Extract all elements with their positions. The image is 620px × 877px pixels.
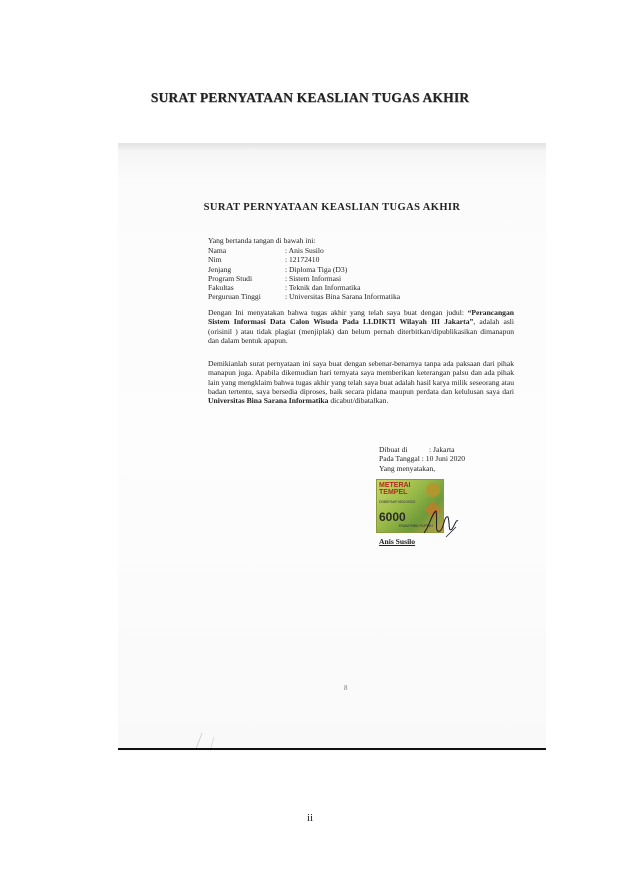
page-heading: SURAT PERNYATAAN KEASLIAN TUGAS AKHIR (150, 90, 470, 105)
scan-artifact (190, 713, 230, 753)
thesis-title: “Perancangan Sistem Informasi Data Calon Wisuda Pada LLDIKTI Wilayah III Jakarta” (208, 308, 514, 327)
place-label: Dibuat di (379, 445, 408, 454)
field-value: : Teknik dan Informatika (285, 283, 361, 293)
institution-name: Universitas Bina Sarana Informatika (208, 396, 329, 406)
field-value: : Anis Susilo (285, 246, 324, 255)
field-label: Jenjang (208, 264, 232, 274)
field-row (208, 255, 400, 264)
statement-paragraph (208, 308, 514, 345)
field-label: Program Studi (208, 273, 253, 283)
statement-text-end: , adalah asli (orisinil ) atau tidak plagiat (menjiplak) dan belum pernah diterbitkan/dipublikasikan dimanapun dan dalam bentuk apapun. (208, 317, 514, 345)
page-number: ii (306, 812, 314, 824)
field-label: Perguruan Tinggi (208, 292, 261, 302)
date-label: Pada Tanggal (379, 454, 420, 464)
statement-text: Dengan Ini menyatakan bahwa tugas akhir yang telah saya buat dengan judul: (208, 308, 468, 317)
field-row (208, 265, 400, 274)
place-value: : Jakarta (429, 445, 455, 454)
field-label: Nama (208, 246, 227, 255)
field-value: : 12172410 (285, 255, 320, 265)
document-title: SURAT PERNYATAAN KEASLIAN TUGAS AKHIR (203, 202, 461, 213)
stamp-label: METERAI TEMPEL (379, 482, 411, 496)
declaration-text-end: dicabut/dibatalkan. (328, 396, 389, 406)
declaration-text: Demikianlah surat pernyataan ini saya buat dengan sebenar-benarnya tanpa ada paksaan dari pihak manapun juga. Apabila dikemudian hari ternyata saya memberikan keterangan palsu dan ada pihak lain yang mengklaim bahwa tugas akhir yang telah saya buat adalah hasil karya milik seseorang atau badan tertentu, saya bersedia diproses, baik secara pidana maupun perdata dan kelulusan saya dari (208, 359, 514, 396)
garuda-emblem-icon (426, 483, 440, 497)
identity-fields (208, 246, 400, 302)
date-value: : 10 Juni 2020 (421, 454, 466, 464)
intro-text: Yang bertanda tangan di bawah ini: (208, 236, 316, 245)
scanned-document (118, 143, 546, 751)
bottom-rule (118, 748, 546, 750)
stamp-value: 6000 (379, 510, 406, 524)
field-value: : Universitas Bina Sarana Informatika (285, 292, 401, 302)
field-label: Nim (208, 255, 222, 265)
declaration-paragraph (208, 359, 514, 405)
scan-small-mark: 8 (344, 684, 348, 692)
signature-block (379, 445, 465, 473)
stamp-serial: D0BEFAHF450109321 (379, 500, 416, 504)
date-row (379, 454, 465, 463)
field-row (208, 274, 400, 283)
field-row (208, 283, 400, 292)
field-row (208, 246, 400, 255)
place-row (379, 445, 465, 454)
stamp-words: ENAM RIBU RUPIAH (399, 524, 433, 528)
scan-edge-shadow (118, 143, 546, 152)
field-value: : Diploma Tiga (D3) (285, 264, 348, 274)
field-row (208, 292, 400, 301)
field-value: : Sistem Informasi (285, 273, 342, 283)
closing-text: Yang menyatakan, (379, 463, 436, 473)
handwritten-signature (422, 503, 462, 543)
signer-name: Anis Susilo (379, 537, 416, 546)
field-label: Fakultas (208, 283, 234, 293)
